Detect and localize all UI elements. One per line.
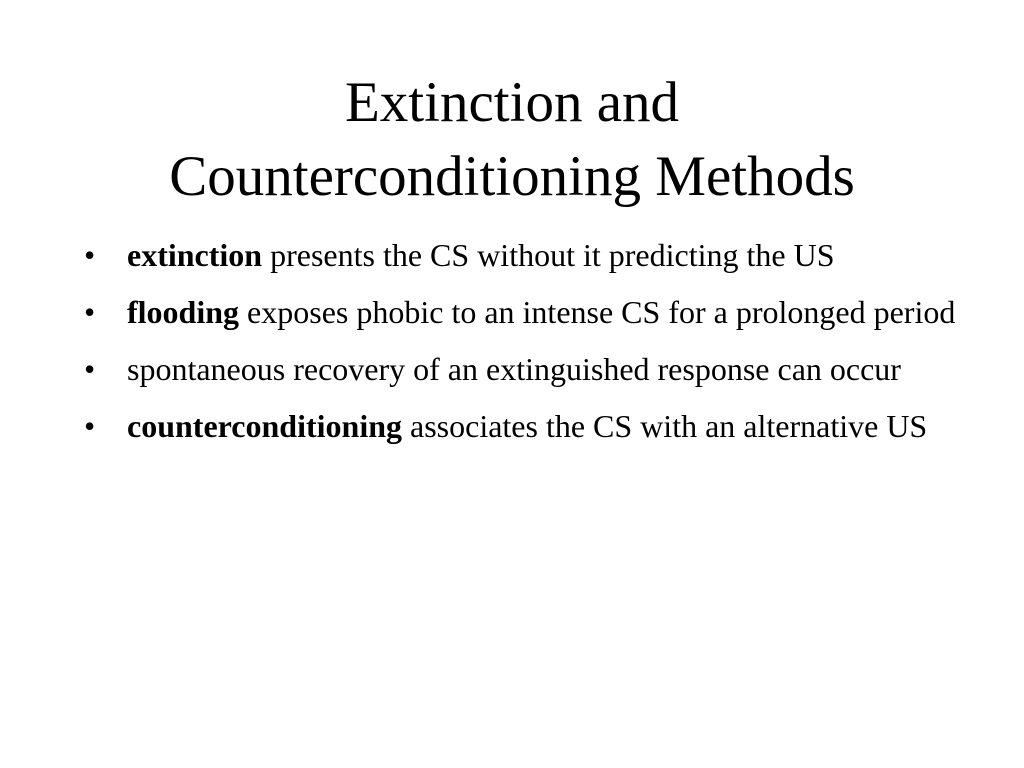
bullet-list [84, 232, 964, 460]
bullet-item-spontaneous-recovery [84, 346, 964, 393]
bullet-text: spontaneous recovery of an extinguished response can occur [127, 351, 901, 387]
bullet-item-extinction [84, 232, 964, 279]
bullet-icon: • [84, 351, 96, 387]
bullet-icon: • [84, 294, 96, 330]
bullet-item-flooding [84, 289, 964, 336]
bullet-item-counterconditioning [84, 403, 964, 450]
bullet-term: counterconditioning [127, 408, 402, 444]
bullet-term: extinction [127, 237, 263, 273]
bullet-text: exposes phobic to an intense CS for a prolonged period [239, 294, 956, 330]
bullet-icon: • [84, 237, 96, 273]
bullet-text: presents the CS without it predicting the US [262, 237, 835, 273]
title-line-1: Extinction and [344, 71, 679, 134]
slide-title [60, 66, 964, 214]
bullet-term: flooding [127, 294, 240, 330]
title-line-2: Counterconditioning Methods [169, 145, 855, 208]
bullet-icon: • [84, 408, 96, 444]
bullet-text: associates the CS with an alternative US [402, 408, 928, 444]
